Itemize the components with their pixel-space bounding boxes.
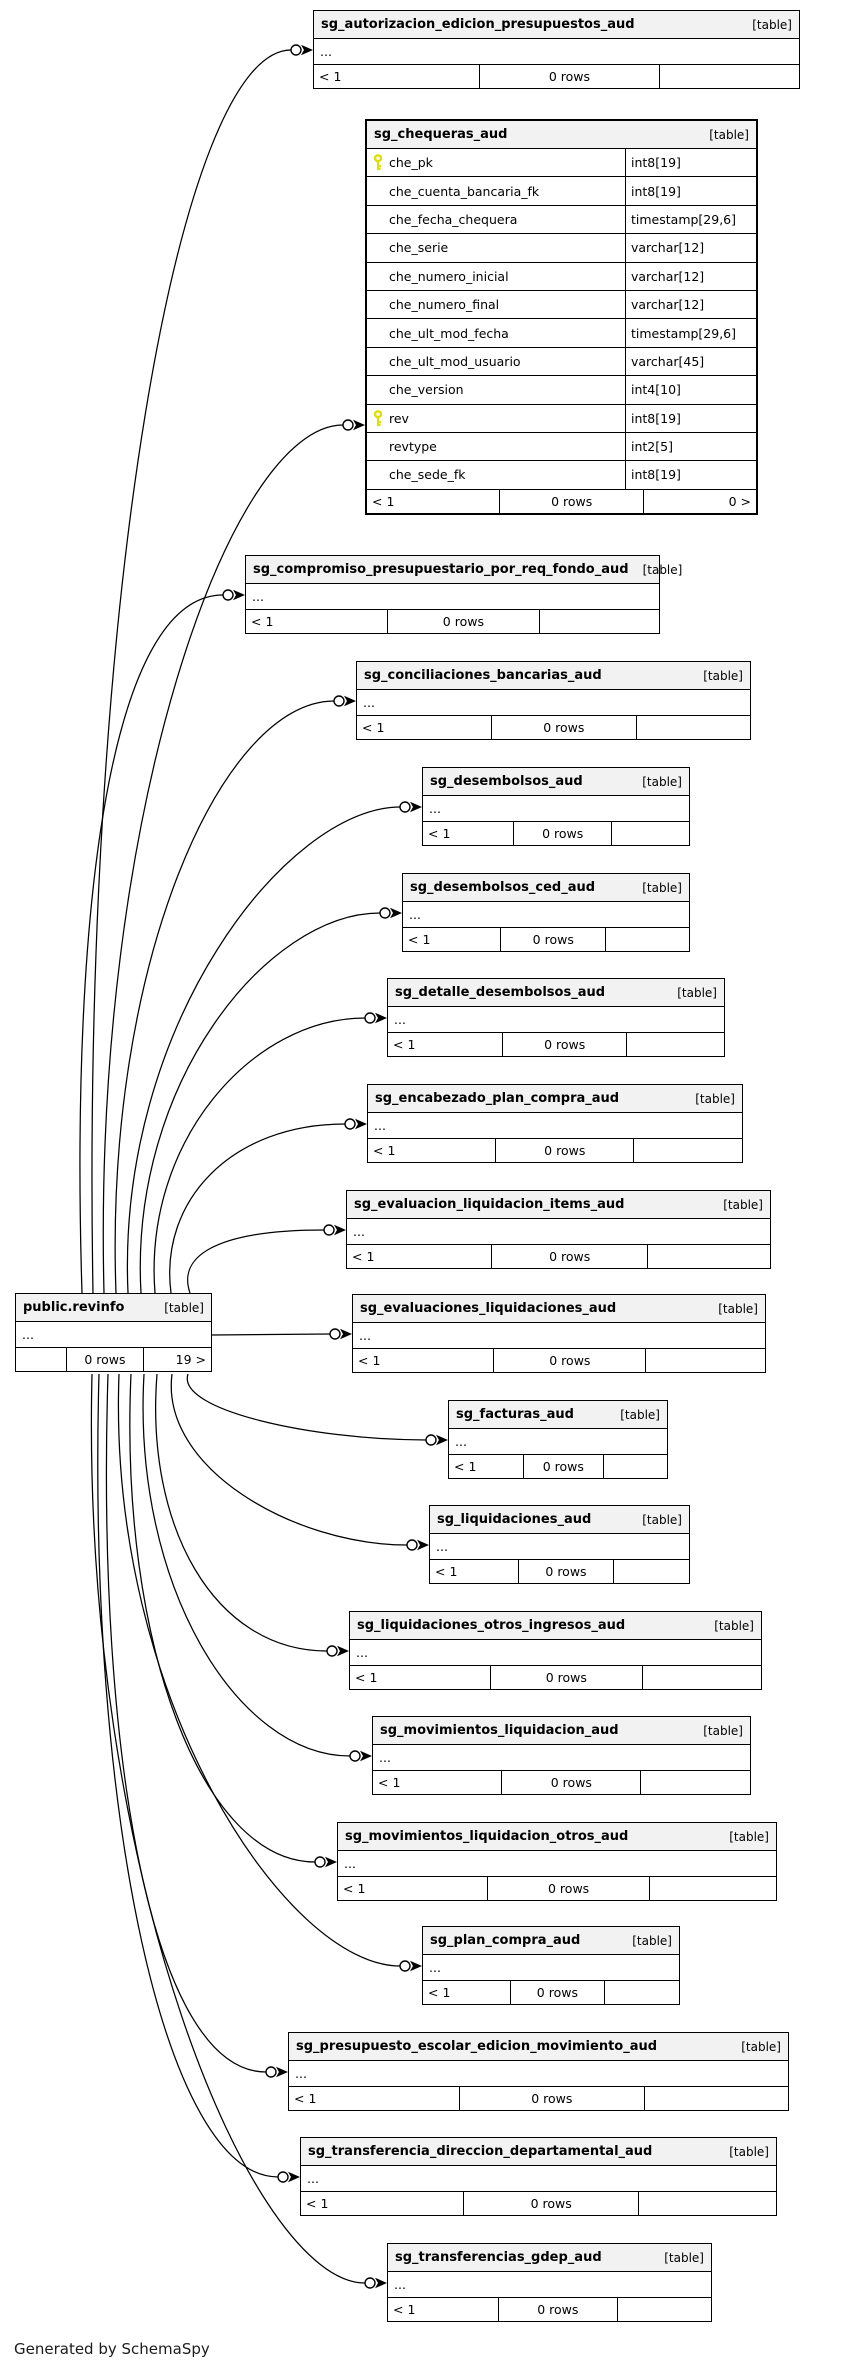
footer-cell: [633, 1139, 742, 1162]
table-kind-tag: [table]: [620, 1407, 660, 1422]
table-node-sg_evaluaciones_liquidaciones_aud[interactable]: [352, 1294, 766, 1373]
footer-cell: < 1: [343, 1881, 366, 1896]
table-header: [430, 1506, 689, 1534]
collapsed-columns-ellipsis: ...: [338, 1851, 776, 1877]
column-name-cell: [367, 405, 625, 432]
footer-cell: [605, 928, 689, 951]
collapsed-columns-ellipsis: ...: [350, 1640, 761, 1666]
table-footer: [357, 716, 750, 739]
table-node-public.revinfo[interactable]: [15, 1293, 212, 1372]
footer-cell: < 1: [393, 1037, 416, 1052]
column-name-cell: [367, 149, 625, 176]
table-name: sg_desembolsos_ced_aud: [410, 880, 596, 895]
footer-cell: [611, 822, 689, 845]
footer-cell: 0 rows: [491, 1245, 647, 1268]
table-footer: [423, 822, 689, 845]
table-node-sg_presupuesto_escolar_edicion_movimiento_aud[interactable]: [288, 2032, 789, 2111]
table-name: sg_conciliaciones_bancarias_aud: [364, 668, 602, 683]
collapsed-columns-ellipsis: ...: [347, 1219, 770, 1245]
footer-cell: < 1: [352, 1249, 375, 1264]
table-node-sg_liquidaciones_aud[interactable]: [429, 1505, 690, 1584]
table-kind-tag: [table]: [709, 127, 749, 142]
table-footer: [430, 1560, 689, 1583]
fk-connector-endpoint: [315, 1857, 337, 1868]
collapsed-columns-ellipsis: ...: [423, 1955, 679, 1981]
column-name-cell: [367, 263, 625, 290]
column-row-revtype: [367, 433, 756, 461]
fk-connector-endpoint: [365, 2278, 387, 2289]
collapsed-columns-ellipsis: ...: [246, 584, 659, 610]
fk-connector-endpoint: [345, 1119, 367, 1130]
table-kind-tag: [table]: [642, 880, 682, 895]
table-node-sg_movimientos_liquidacion_aud[interactable]: [372, 1716, 751, 1795]
table-header: [353, 1295, 765, 1323]
table-kind-tag: [table]: [632, 1933, 672, 1948]
primary-key-icon: [373, 410, 383, 427]
key-slot: [373, 154, 389, 171]
table-header: [423, 1927, 679, 1955]
footer-cell: 0 rows: [463, 2192, 639, 2215]
footer-cell: [613, 1560, 689, 1583]
table-node-sg_transferencias_gdep_aud[interactable]: [387, 2243, 712, 2322]
fk-relationship-line: [106, 1374, 266, 2072]
fk-connector-endpoint: [365, 1013, 387, 1024]
table-header: [449, 1401, 667, 1429]
footer-cell: 0 rows: [493, 1349, 645, 1372]
fk-relationship-line: [143, 1374, 350, 1756]
table-footer: [289, 2087, 788, 2110]
table-kind-tag: [table]: [677, 985, 717, 1000]
table-footer: [338, 1877, 776, 1900]
footer-cell: 0 rows: [518, 1560, 613, 1583]
table-name: sg_evaluacion_liquidacion_items_aud: [354, 1197, 625, 1212]
table-node-sg_encabezado_plan_compra_aud[interactable]: [367, 1084, 743, 1163]
column-name: che_numero_final: [389, 297, 500, 313]
footer-cell: [16, 1348, 66, 1371]
fk-connector-endpoint: [223, 590, 245, 601]
collapsed-columns-ellipsis: ...: [301, 2166, 776, 2192]
column-name: revtype: [389, 439, 437, 455]
table-header: [373, 1717, 750, 1745]
table-header: [338, 1823, 776, 1851]
collapsed-columns-ellipsis: ...: [430, 1534, 689, 1560]
footer-cell: < 1: [378, 1775, 401, 1790]
table-node-sg_compromiso_presupuestario_por_req_fondo_aud[interactable]: [245, 555, 683, 634]
footer-cell: 0 rows: [479, 65, 658, 88]
table-footer: [373, 1771, 750, 1794]
column-name-cell: [367, 234, 625, 261]
table-name: sg_desembolsos_aud: [430, 774, 583, 789]
footer-cell: < 1: [454, 1459, 477, 1474]
footer-cell: [649, 1877, 776, 1900]
table-kind-tag: [table]: [729, 1829, 769, 1844]
fk-relationship-line: [154, 1018, 365, 1293]
collapsed-columns-ellipsis: ...: [314, 39, 799, 65]
column-row-rev: [367, 405, 756, 433]
table-kind-tag: [table]: [752, 17, 792, 32]
collapsed-columns-ellipsis: ...: [353, 1323, 765, 1349]
table-header: [289, 2033, 788, 2061]
fk-relationship-line: [212, 1334, 330, 1335]
column-name-cell: [367, 348, 625, 375]
column-name-cell: [367, 206, 625, 233]
fk-connector-endpoint: [350, 1751, 372, 1762]
footer-cell: [603, 1455, 667, 1478]
fk-connector-endpoint: [334, 696, 356, 707]
table-header: [388, 2244, 711, 2272]
footer-cell: 0 >: [643, 490, 756, 513]
table-footer: [246, 610, 659, 633]
table-node-sg_conciliaciones_bancarias_aud[interactable]: [356, 661, 751, 740]
footer-cell: 0 rows: [500, 928, 605, 951]
footer-cell: 0 rows: [66, 1348, 143, 1371]
fk-connector-endpoint: [266, 2067, 288, 2078]
column-name: che_pk: [389, 155, 433, 171]
table-footer: [423, 1981, 679, 2004]
footer-cell: 0 rows: [513, 822, 611, 845]
column-type: int8[19]: [625, 149, 756, 176]
table-header: [388, 979, 724, 1007]
key-slot: [373, 410, 389, 427]
table-kind-tag: [table]: [718, 1301, 758, 1316]
column-row-che_version: [367, 376, 756, 404]
table-footer: [368, 1139, 742, 1162]
table-name: sg_evaluaciones_liquidaciones_aud: [360, 1301, 617, 1316]
column-row-che_numero_inicial: [367, 263, 756, 291]
column-type: int2[5]: [625, 433, 756, 460]
footer-cell: 0 rows: [510, 1981, 604, 2004]
table-footer: [449, 1455, 667, 1478]
fk-connector-endpoint: [278, 2172, 300, 2183]
table-header: [347, 1191, 770, 1219]
footer-cell: [617, 2298, 711, 2321]
table-kind-tag: [table]: [714, 1618, 754, 1633]
table-name: public.revinfo: [23, 1300, 125, 1315]
table-footer: [16, 1348, 211, 1371]
table-node-sg_liquidaciones_otros_ingresos_aud[interactable]: [349, 1611, 762, 1690]
fk-connector-endpoint: [407, 1540, 429, 1551]
table-name: sg_movimientos_liquidacion_aud: [380, 1723, 619, 1738]
collapsed-columns-ellipsis: ...: [449, 1429, 667, 1455]
table-header: [357, 662, 750, 690]
footer-cell: < 1: [358, 1353, 381, 1368]
footer-cell: [642, 1666, 761, 1689]
table-name: sg_liquidaciones_otros_ingresos_aud: [357, 1618, 626, 1633]
table-kind-tag: [table]: [642, 562, 683, 577]
table-node-sg_autorizacion_edicion_presupuestos_aud[interactable]: [313, 10, 800, 89]
table-header: [16, 1294, 211, 1322]
footer-cell: 0 rows: [523, 1455, 603, 1478]
table-node-sg_plan_compra_aud[interactable]: [422, 1926, 680, 2005]
table-footer: [301, 2192, 776, 2215]
footer-cell: 0 rows: [459, 2087, 643, 2110]
column-name: che_cuenta_bancaria_fk: [389, 183, 540, 199]
table-node-sg_evaluacion_liquidacion_items_aud[interactable]: [346, 1190, 771, 1269]
fk-connector-endpoint: [400, 1961, 422, 1972]
fk-connector-endpoint: [380, 908, 402, 919]
collapsed-columns-ellipsis: ...: [373, 1745, 750, 1771]
footer-cell: < 1: [428, 826, 451, 841]
footer-cell: < 1: [408, 932, 431, 947]
column-name: che_ult_mod_usuario: [389, 353, 521, 369]
column-type: int8[19]: [625, 461, 756, 488]
table-name: sg_transferencia_direccion_departamental_aud: [308, 2144, 653, 2159]
table-kind-tag: [table]: [642, 774, 682, 789]
collapsed-columns-ellipsis: ...: [368, 1113, 742, 1139]
footer-cell: [638, 2192, 776, 2215]
fk-connector-endpoint: [400, 802, 422, 813]
footer-cell: 0 rows: [502, 1033, 626, 1056]
column-name: che_serie: [389, 240, 449, 256]
footer-cell: [659, 65, 799, 88]
table-node-sg_facturas_aud[interactable]: [448, 1400, 668, 1479]
table-name: sg_movimientos_liquidacion_otros_aud: [345, 1829, 629, 1844]
column-type: int8[19]: [625, 177, 756, 204]
table-name: sg_encabezado_plan_compra_aud: [375, 1091, 620, 1106]
fk-connector-endpoint: [426, 1435, 448, 1446]
footer-cell: [626, 1033, 724, 1056]
table-kind-tag: [table]: [695, 1091, 735, 1106]
table-footer: [388, 1033, 724, 1056]
table-kind-tag: [table]: [164, 1300, 204, 1315]
column-name-cell: [367, 433, 625, 460]
table-kind-tag: [table]: [741, 2039, 781, 2054]
collapsed-columns-ellipsis: ...: [289, 2061, 788, 2087]
footer-cell: 0 rows: [501, 1771, 640, 1794]
footer-cell: [604, 1981, 679, 2004]
fk-connector-endpoint: [324, 1225, 346, 1236]
fk-relationship-line: [170, 1124, 345, 1293]
footer-cell: [636, 716, 750, 739]
column-name-cell: [367, 291, 625, 318]
table-header: [367, 121, 756, 149]
table-node-sg_chequeras_aud[interactable]: [365, 119, 758, 515]
column-row-che_sede_fk: [367, 461, 756, 489]
table-name: sg_presupuesto_escolar_edicion_movimiento_aud: [296, 2039, 658, 2054]
table-node-sg_detalle_desembolsos_aud[interactable]: [387, 978, 725, 1057]
column-type: int8[19]: [625, 405, 756, 432]
table-name: sg_plan_compra_aud: [430, 1933, 581, 1948]
footer-cell: 0 rows: [498, 2298, 617, 2321]
column-type: varchar[45]: [625, 348, 756, 375]
footer-cell: < 1: [393, 2302, 416, 2317]
column-type: varchar[12]: [625, 291, 756, 318]
footer-cell: < 1: [294, 2091, 317, 2106]
table-name: sg_facturas_aud: [456, 1407, 574, 1422]
table-node-sg_movimientos_liquidacion_otros_aud[interactable]: [337, 1822, 777, 1901]
footer-cell: < 1: [251, 614, 274, 629]
collapsed-columns-ellipsis: ...: [423, 796, 689, 822]
footer-cell: 0 rows: [387, 610, 540, 633]
column-row-che_fecha_chequera: [367, 206, 756, 234]
footer-cell: [645, 1349, 765, 1372]
footer-cell: < 1: [372, 493, 395, 509]
column-name: che_version: [389, 382, 464, 398]
fk-relationship-line: [92, 50, 291, 1293]
column-name: che_numero_inicial: [389, 268, 509, 284]
table-header: [350, 1612, 761, 1640]
footer-cell: < 1: [306, 2196, 329, 2211]
table-footer: [403, 928, 689, 951]
table-kind-tag: [table]: [729, 2144, 769, 2159]
footer-cell: < 1: [373, 1143, 396, 1158]
footer-cell: < 1: [355, 1670, 378, 1685]
footer-cell: 0 rows: [490, 1666, 642, 1689]
table-name: sg_compromiso_presupuestario_por_req_fondo_aud: [253, 562, 629, 577]
footer-cell: < 1: [435, 1564, 458, 1579]
fk-relationship-line: [188, 1230, 324, 1293]
footer-cell: 0 rows: [495, 1139, 633, 1162]
fk-connector-endpoint: [343, 420, 365, 431]
footer-cell: [644, 2087, 788, 2110]
column-row-che_ult_mod_fecha: [367, 319, 756, 347]
footer-cell: 0 rows: [491, 716, 636, 739]
table-header: [246, 556, 683, 584]
column-type: timestamp[29,6]: [625, 319, 756, 346]
column-row-che_numero_final: [367, 291, 756, 319]
footer-cell: 0 rows: [499, 490, 643, 513]
column-row-che_serie: [367, 234, 756, 262]
column-name-cell: [367, 376, 625, 403]
fk-relationship-line: [171, 1374, 407, 1545]
footer-cell: [539, 610, 659, 633]
primary-key-icon: [373, 154, 383, 171]
table-name: sg_detalle_desembolsos_aud: [395, 985, 606, 1000]
column-type: varchar[12]: [625, 234, 756, 261]
column-row-che_pk: [367, 149, 756, 177]
table-footer: [350, 1666, 761, 1689]
fk-connector-endpoint: [327, 1646, 349, 1657]
fk-relationship-line: [140, 913, 380, 1293]
footer-cell: [647, 1245, 770, 1268]
table-footer: [367, 490, 756, 513]
collapsed-columns-ellipsis: ...: [388, 1007, 724, 1033]
footer-cell: 19 >: [143, 1348, 211, 1371]
table-name: sg_autorizacion_edicion_presupuestos_aud: [321, 17, 635, 32]
fk-connector-endpoint: [330, 1329, 352, 1340]
table-header: [368, 1085, 742, 1113]
table-name: sg_transferencias_gdep_aud: [395, 2250, 602, 2265]
footer-cell: [640, 1771, 750, 1794]
table-kind-tag: [table]: [703, 1723, 743, 1738]
table-node-sg_desembolsos_ced_aud[interactable]: [402, 873, 690, 952]
fk-relationship-line: [187, 1374, 426, 1440]
column-name: rev: [389, 410, 409, 426]
footer-cell: < 1: [362, 720, 385, 735]
table-name: sg_liquidaciones_aud: [437, 1512, 592, 1527]
table-footer: [388, 2298, 711, 2321]
collapsed-columns-ellipsis: ...: [388, 2272, 711, 2298]
column-type: int4[10]: [625, 376, 756, 403]
column-row-che_cuenta_bancaria_fk: [367, 177, 756, 205]
table-kind-tag: [table]: [723, 1197, 763, 1212]
footer-cell: 0 rows: [487, 1877, 649, 1900]
table-header: [403, 874, 689, 902]
column-row-che_ult_mod_usuario: [367, 348, 756, 376]
footer-cell: < 1: [428, 1985, 451, 2000]
table-node-sg_desembolsos_aud[interactable]: [422, 767, 690, 846]
column-name-cell: [367, 177, 625, 204]
fk-relationship-line: [80, 595, 223, 1293]
table-header: [301, 2138, 776, 2166]
table-name: sg_chequeras_aud: [374, 127, 508, 142]
column-name-cell: [367, 319, 625, 346]
generator-note: Generated by SchemaSpy: [14, 2340, 210, 2358]
column-name: che_fecha_chequera: [389, 211, 518, 227]
table-header: [314, 11, 799, 39]
collapsed-columns-ellipsis: ...: [16, 1322, 211, 1348]
table-footer: [347, 1245, 770, 1268]
column-name-cell: [367, 461, 625, 488]
footer-cell: < 1: [319, 69, 342, 84]
collapsed-columns-ellipsis: ...: [403, 902, 689, 928]
fk-connector-endpoint: [291, 45, 313, 56]
table-kind-tag: [table]: [703, 668, 743, 683]
table-header: [423, 768, 689, 796]
table-footer: [353, 1349, 765, 1372]
column-name: che_ult_mod_fecha: [389, 325, 509, 341]
column-type: timestamp[29,6]: [625, 206, 756, 233]
column-type: varchar[12]: [625, 263, 756, 290]
table-kind-tag: [table]: [642, 1512, 682, 1527]
table-kind-tag: [table]: [664, 2250, 704, 2265]
collapsed-columns-ellipsis: ...: [357, 690, 750, 716]
table-node-sg_transferencia_direccion_departamental_aud[interactable]: [300, 2137, 777, 2216]
column-name: che_sede_fk: [389, 467, 466, 483]
table-footer: [314, 65, 799, 88]
